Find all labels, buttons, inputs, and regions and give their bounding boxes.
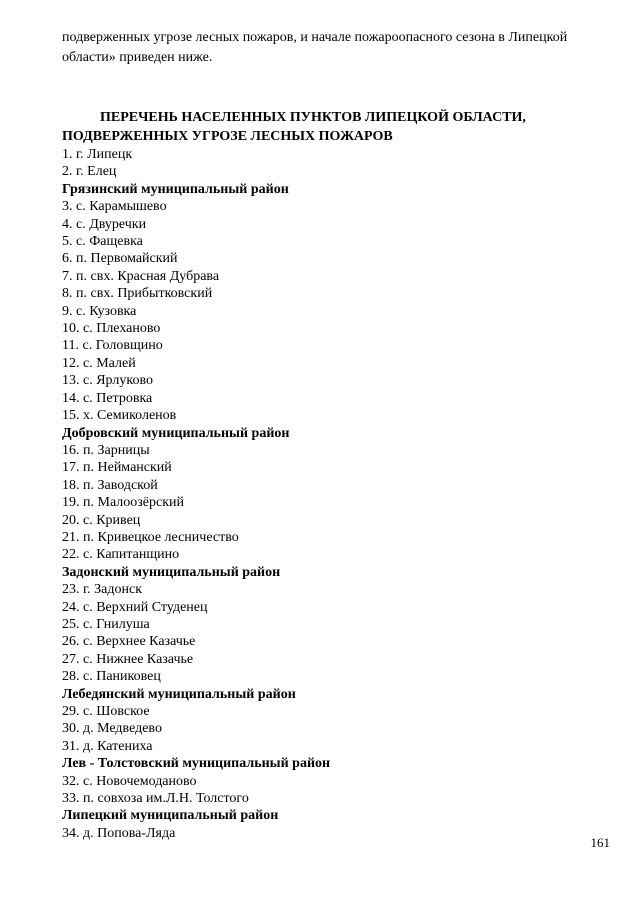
- list-item: 18. п. Заводской: [62, 477, 158, 493]
- list-item: 21. п. Кривецкое лесничество: [62, 529, 239, 545]
- district-heading: Добровский муниципальный район: [62, 425, 290, 441]
- list-item: 10. с. Плеханово: [62, 321, 161, 337]
- list-item: 11. с. Головщино: [62, 338, 163, 354]
- list-title: [62, 108, 612, 146]
- list-item: 8. п. свх. Прибытковский: [62, 286, 213, 302]
- list-item: 24. с. Верхний Студенец: [62, 599, 208, 615]
- list-item: 15. х. Семиколенов: [62, 408, 177, 424]
- settlement-list: [62, 146, 612, 842]
- list-item: 33. п. совхоза им.Л.Н. Толстого: [62, 791, 249, 807]
- list-item: 19. п. Малоозёрский: [62, 495, 185, 511]
- list-item: 4. с. Двуречки: [62, 216, 147, 232]
- list-item: 30. д. Медведево: [62, 721, 162, 737]
- list-item: 25. с. Гнилуша: [62, 616, 150, 632]
- list-item: 12. с. Малей: [62, 355, 136, 371]
- district-heading: Задонский муниципальный район: [62, 564, 281, 580]
- district-heading: Лебедянский муниципальный район: [62, 686, 296, 702]
- list-item: 5. с. Фащевка: [62, 234, 143, 250]
- district-heading: Лев - Толстовский муниципальный район: [62, 756, 331, 772]
- list-item: 34. д. Попова-Ляда: [62, 825, 176, 841]
- list-item: 28. с. Паниковец: [62, 669, 161, 685]
- intro-paragraph: [62, 28, 612, 68]
- list-title-line-1: ПЕРЕЧЕНЬ НАСЕЛЕННЫХ ПУНКТОВ ЛИПЕЦКОЙ ОБЛАСТИ,: [100, 110, 526, 125]
- district-heading: Грязинский муниципальный район: [62, 181, 289, 197]
- list-item: 1. г. Липецк: [62, 147, 133, 162]
- list-item: 22. с. Капитанщино: [62, 547, 180, 563]
- list-item: 2. г. Елец: [62, 164, 117, 180]
- list-item: 17. п. Нейманский: [62, 460, 172, 476]
- district-heading: Липецкий муниципальный район: [62, 808, 279, 824]
- list-title-line-2: ПОДВЕРЖЕННЫХ УГРОЗЕ ЛЕСНЫХ ПОЖАРОВ: [62, 129, 393, 144]
- document-page: [62, 28, 612, 842]
- list-item: 9. с. Кузовка: [62, 303, 137, 319]
- page-number: 161: [590, 835, 610, 850]
- list-item: 20. с. Кривец: [62, 512, 141, 528]
- intro-line-2: области» приведен ниже.: [62, 50, 213, 65]
- list-item: 16. п. Зарницы: [62, 442, 150, 458]
- list-item: 14. с. Петровка: [62, 390, 153, 406]
- list-item: 26. с. Верхнее Казачье: [62, 634, 196, 650]
- list-item: 6. п. Первомайский: [62, 251, 178, 267]
- list-item: 27. с. Нижнее Казачье: [62, 651, 194, 667]
- list-item: 23. г. Задонск: [62, 582, 143, 598]
- intro-line-1: подверженных угрозе лесных пожаров, и начале пожароопасного сезона в Липецкой: [62, 30, 568, 45]
- list-item: 29. с. Шовское: [62, 704, 150, 719]
- list-item: 13. с. Ярлуково: [62, 373, 153, 389]
- list-item: 32. с. Новочемоданово: [62, 773, 197, 789]
- list-item: 31. д. Катениха: [62, 738, 153, 754]
- list-item: 7. п. свх. Красная Дубрава: [62, 268, 220, 284]
- list-item: 3. с. Карамышево: [62, 199, 167, 215]
